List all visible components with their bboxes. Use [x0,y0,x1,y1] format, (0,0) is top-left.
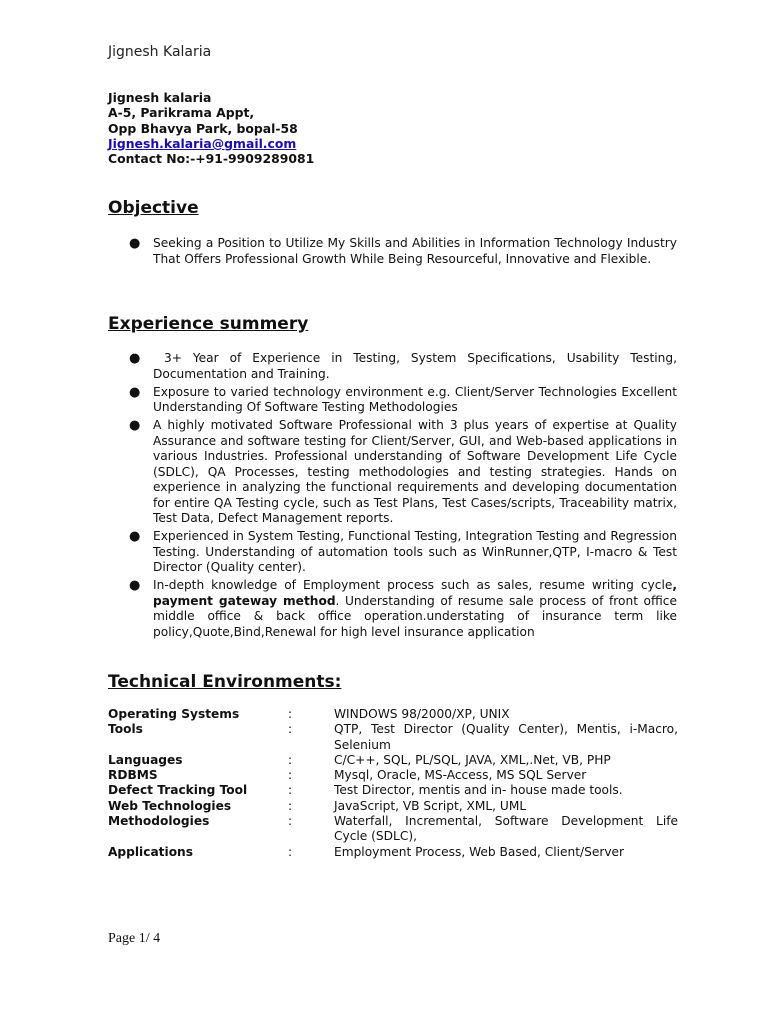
tech-separator: : [288,722,293,737]
bullet-icon: ● [129,236,141,251]
tech-separator: : [288,844,293,859]
list-item [108,385,677,416]
tech-value: WINDOWS 98/2000/XP, UNIX [334,707,510,721]
objective-heading: Objective [108,198,199,218]
contact-address-line-1: A-5, Parikrama Appt, [108,105,255,121]
table-row [108,814,678,845]
tech-separator: : [288,798,293,813]
tech-separator: : [288,707,293,721]
tech-separator: : [288,814,293,829]
experience-list [108,351,681,643]
tech-label: Tools [108,722,143,737]
tech-separator: : [288,768,293,783]
experience-text: Exposure to varied technology environment e.g. Client/Server Technologies Excellent Understanding Of Software Testing Methodologies [153,384,677,414]
contact-phone: Contact No:-+91-9909289081 [108,151,315,167]
experience-text: Experienced in System Testing, Functional Testing, Integration Testing and Regression Testing. Understanding of automation tools such as WinRunner,QTP, I-macro & Test Director (Quality center). [153,529,677,574]
table-row [108,799,678,814]
tech-value: Test Director, mentis and in- house made tools. [334,783,623,798]
tech-label: RDBMS [108,768,158,783]
tech-label: Defect Tracking Tool [108,783,248,798]
list-item [108,529,677,576]
list-item [108,578,677,640]
bullet-icon: ● [129,384,141,400]
technical-table [108,707,678,860]
tech-label: Languages [108,752,183,767]
list-item [108,236,677,267]
table-row [108,707,678,722]
contact-block [108,90,314,166]
objective-list [108,236,677,270]
tech-separator: : [288,783,293,798]
experience-text-part: In-depth knowledge of Employment process such as sales, resume writing cycle [153,578,673,592]
tech-value: Mysql, Oracle, MS-Access, MS SQL Server [334,768,587,783]
tech-value: C/C++, SQL, PL/SQL, JAVA, XML,.Net, VB, PHP [334,752,611,767]
tech-label: Web Technologies [108,798,232,813]
experience-text-bold: , payment gateway method [153,578,677,608]
objective-text: Seeking a Position to Utilize My Skills and Abilities in Information Technology Industry That Offers Professional Growth While Being Resourceful, Innovative and Flexible. [153,236,677,266]
page-number: Page 1/ 4 [108,931,161,946]
tech-value: Employment Process, Web Based, Client/Server [334,844,625,859]
list-item [108,418,677,527]
table-row [108,845,678,860]
tech-label: Operating Systems [108,707,240,721]
table-row [108,753,678,768]
experience-heading: Experience summery [108,314,309,334]
bullet-icon: ● [129,418,141,433]
list-item [108,351,681,382]
contact-address-line-2: Opp Bhavya Park, bopal-58 [108,120,298,136]
table-row [108,722,678,753]
bullet-icon: ● [129,578,141,593]
tech-label: Methodologies [108,814,210,829]
bullet-icon: ● [129,529,141,544]
experience-text-part: . Understanding of resume sale process of front office middle office & back office operation.understating of insurance term like policy,Quote,Bind,Renewal for high level insurance application [153,593,677,639]
bullet-icon: ● [129,351,141,366]
tech-label: Applications [108,844,193,859]
experience-text: A highly motivated Software Professional with 3 plus years of expertise at Quality Assurance and software testing for Client/Server, GUI, and Web-based applications in various Industries. Professional understanding of Software Development Life Cycle (SDLC), QA Processes, testing methodologies and testing strategies. Hands on experience in analyzing the functional requirements and developing documentation for entire QA Testing cycle, such as Test Plans, Test Cases/scripts, Traceability matrix, Test Data, Defect Management reports. [153,418,677,525]
contact-name: Jignesh kalaria [108,90,212,105]
technical-heading: Technical Environments: [108,672,342,692]
table-row [108,783,678,798]
email-link[interactable]: Jignesh.kalaria@gmail.com [108,135,297,151]
experience-text: 3+ Year of Experience in Testing, System Specifications, Usability Testing, Documentation and Training. [153,351,681,381]
tech-value: Waterfall, Incremental, Software Development Life Cycle (SDLC), [334,814,678,844]
tech-value: JavaScript, VB Script, XML, UML [334,798,527,813]
tech-value: QTP, Test Director (Quality Center), Mentis, i-Macro, Selenium [334,722,678,752]
page-header-name: Jignesh Kalaria [108,44,212,60]
tech-separator: : [288,752,293,767]
table-row [108,768,678,783]
